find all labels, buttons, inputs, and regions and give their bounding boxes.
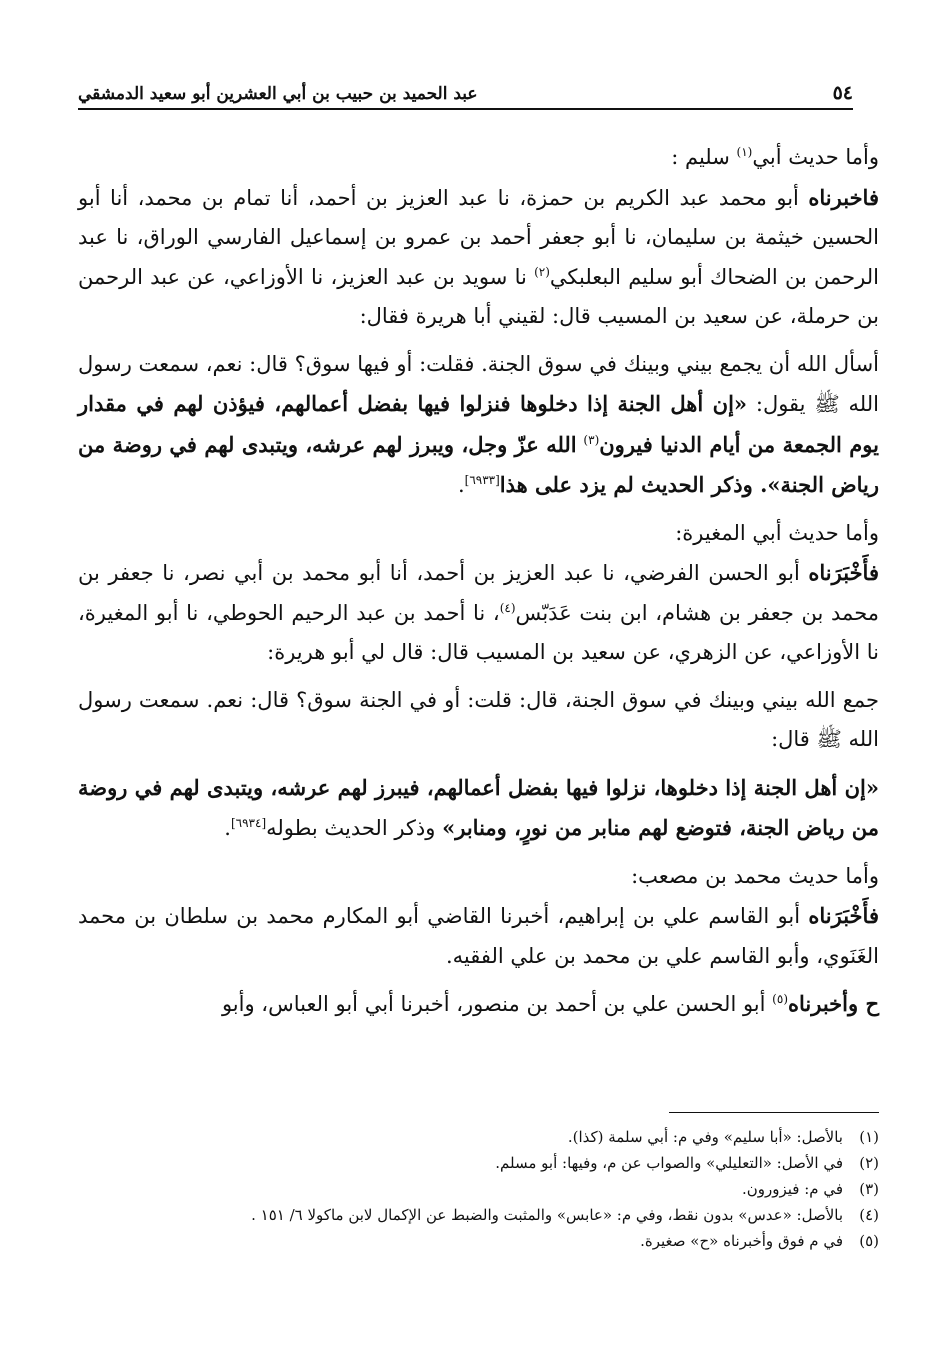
footnote [78, 1150, 879, 1176]
text: نا سويد بن عبد العزيز، نا الأوزاعي، عن عبد الرحمن بن حرملة، عن سعيد بن المسيب قال: لقيني أبا هريرة فقال: [78, 264, 879, 328]
page-number: ٥٤ [832, 82, 853, 104]
hadith-text: «إن أهل الجنة إذا دخلوها فنزلوا فيها بفضل أعمالهم، فيؤذن لهم في مقدار يوم الجمعة من أيام الدنيا فيرون [78, 391, 879, 457]
text: أبو الحسن علي بن أحمد بن منصور، أخبرنا أبي أبو العباس، وأبو [221, 992, 766, 1016]
text: جمع الله بيني وبينك في سوق الجنة، قال: قلت: أو في الجنة سوق؟ قال: نعم. سمعت رسول الله ﷺ قال: [78, 687, 879, 751]
text: وذكر الحديث بطوله [266, 816, 436, 840]
lead-word: فأَخْبَرَناه [808, 560, 879, 585]
text: أبو القاسم علي بن إبراهيم، أخبرنا القاضي أبو المكارم محمد بن سلطان بن محمد الغَنَوي، وأبو القاسم علي بن محمد بن علي الفقيه. [78, 904, 879, 968]
footnote-text: في الأصل: «التعليلي» والصواب عن م، وفيها: أبو مسلم. [495, 1154, 843, 1172]
paragraph-9 [78, 896, 879, 976]
hadith-reference: [٦٩٣٣] [464, 473, 500, 487]
paragraph-5 [78, 553, 879, 673]
text: أبو الحسن الفرضي، نا عبد العزيز بن أحمد، أنا أبو محمد بن أبي نصر، نا جعفر بن محمد بن جعفر بن هشام، ابن بنت عَدَبّس [78, 561, 879, 625]
paragraph-1 [78, 138, 879, 178]
footnote [78, 1202, 879, 1228]
text: سليم : [671, 145, 730, 169]
text: وأما حديث أبي المغيرة: [675, 520, 879, 545]
hadith-text: الله عزّ وجل، ويبرز لهم عرشه، ويتبدى لهم في روضة من رياض الجنة». وذكر الحديث لم يزد على هذا [78, 431, 879, 497]
footnotes [78, 1124, 879, 1254]
footnote [78, 1176, 879, 1202]
paragraph-3 [78, 345, 879, 506]
text: ، نا أحمد بن عبد الرحيم الحوطي، نا أبو المغيرة، نا الأوزاعي، عن الزهري، عن سعيد بن المسيب قال: قال لي أبو هريرة: [78, 600, 879, 664]
paragraph-2 [78, 178, 879, 337]
lead-word: فأَخْبَرَناه [808, 903, 879, 928]
paragraph-6 [78, 681, 879, 760]
hadith-text: «إن أهل الجنة إذا دخلوها، نزلوا فيها بفضل أعمالهم، فيبرز لهم عرشه، ويتبدى لهم في روضة من رياض الجنة، فتوضع لهم منابر من نورٍ، ومنابر» [78, 774, 879, 840]
footnote-text: بالأصل: «عدس» بدون نقط، وفي م: «عابس» والمثبت والضبط عن الإكمال لابن ماكولا ٦/ ١٥١ . [251, 1206, 843, 1224]
hadith-reference: [٦٩٣٤] [230, 816, 267, 830]
footnote-number: (١) [859, 1128, 879, 1146]
text: أبو محمد عبد الكريم بن حمزة، نا عبد العزيز بن أحمد، أنا تمام بن محمد، أنا أبو الحسين خيثمة بن سليمان، نا أبو جعفر أحمد بن عمرو بن إسماعيل الفارسي الوراق، نا عبد الرحمن بن الضحاك أبو سليم البعلبكي [78, 185, 879, 289]
footnote-marker: (٥) [772, 992, 788, 1006]
running-head [78, 70, 853, 110]
text: . [224, 816, 231, 840]
paragraph-8 [78, 857, 879, 897]
footnote-separator [669, 1112, 879, 1113]
body-text [78, 138, 879, 1033]
lead-word: فاخبرناه [808, 184, 879, 210]
text: . [457, 473, 465, 497]
footnote [78, 1228, 879, 1254]
footnote-marker: (١) [736, 145, 753, 159]
footnote-number: (٤) [859, 1206, 879, 1224]
text: وأما حديث أبي [752, 145, 879, 169]
footnote-number: (٢) [859, 1154, 879, 1172]
footnote-marker: (٢) [534, 264, 550, 279]
footnote [78, 1124, 879, 1150]
footnote-marker: (٣) [583, 432, 600, 447]
running-title: عبد الحميد بن حبيب بن أبي العشرين أبو سعيد الدمشقي [78, 84, 478, 104]
paragraph-4 [78, 514, 879, 554]
paragraph-10 [78, 984, 879, 1025]
footnote-text: في م فوق وأخبرناه «ح» صغيرة. [640, 1232, 843, 1250]
paragraph-7 [78, 768, 879, 849]
lead-word: ح وأخبرناه [788, 991, 879, 1016]
footnote-text: في م: فيزورون. [741, 1180, 843, 1198]
footnote-text: بالأصل: «أبا سليم» وفي م: أبي سلمة (كذا). [567, 1128, 843, 1146]
footnote-number: (٥) [859, 1232, 879, 1250]
text: وأما حديث محمد بن مصعب: [631, 863, 879, 888]
footnote-marker: (٤) [499, 600, 516, 615]
footnote-number: (٣) [859, 1180, 879, 1198]
text: أسأل الله أن يجمع بيني وبينك في سوق الجنة. فقلت: أو فيها سوق؟ قال: نعم، سمعت رسول الله ﷺ يقول: [78, 351, 879, 416]
